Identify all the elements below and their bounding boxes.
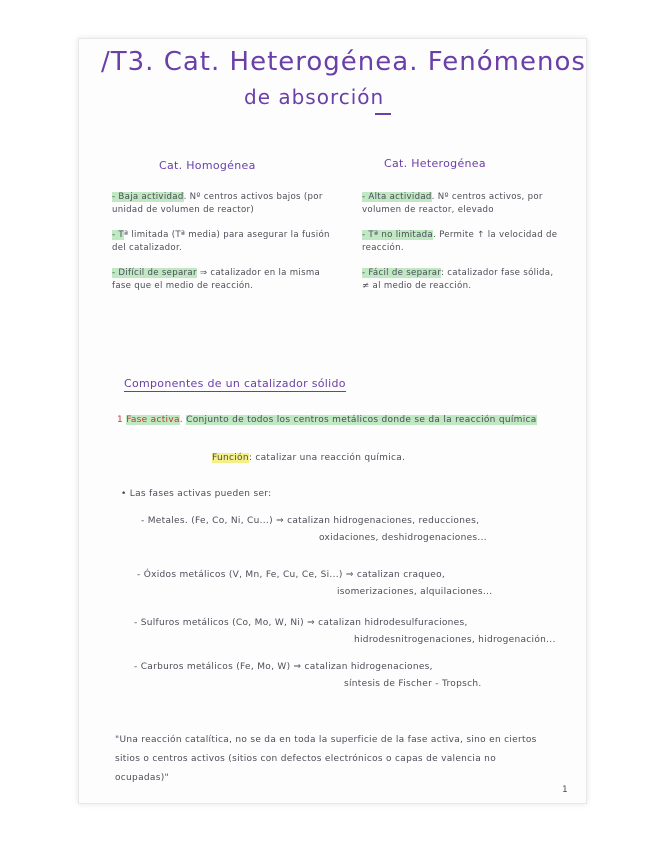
page-subtitle: de absorción: [244, 85, 385, 109]
heterogenea-list: [362, 191, 562, 305]
funcion-text: : catalizar una reacción química.: [248, 453, 406, 463]
type-line: - Óxidos metálicos (V, Mn, Fe, Cu, Ce, Si...) ⇒ catalizan craqueo,: [137, 570, 446, 580]
item-text: ª limitada (Tª media) para asegurar la fusión del catalizador.: [112, 230, 330, 253]
title-underline-mark: [375, 113, 391, 115]
highlight-text: - T: [112, 230, 124, 240]
page-title: /T3. Cat. Heterogénea. Fenómenos: [101, 47, 586, 77]
item-text: . Permite ↑ la velocidad de reacción.: [362, 230, 558, 253]
funcion-line: [212, 453, 405, 463]
highlight-text: - Fácil de separar: [362, 268, 442, 278]
column-heading-homogenea: Cat. Homogénea: [159, 159, 256, 172]
item-text: : catalizador fase sólida, ≠ al medio de reacción.: [362, 268, 554, 291]
highlight-text: - Tª no limitada: [362, 230, 433, 240]
notebook-page: [78, 38, 587, 804]
type-line: oxidaciones, deshidrogenaciones...: [319, 533, 487, 543]
fases-intro: • Las fases activas pueden ser:: [121, 489, 272, 499]
type-line: síntesis de Fischer - Tropsch.: [344, 679, 482, 689]
type-item-oxidos: [137, 567, 492, 601]
list-item: [112, 191, 332, 217]
type-line: isomerizaciones, alquilaciones...: [337, 587, 493, 597]
fase-activa-definition: 1 Fase activa. Conjunto de todos los centros metálicos donde se da la reacción química: [117, 415, 537, 425]
list-item: [362, 229, 562, 255]
list-item: [112, 267, 332, 293]
type-line: - Carburos metálicos (Fe, Mo, W) ⇒ catalizan hidrogenaciones,: [134, 662, 433, 672]
type-item-metales: [141, 513, 487, 547]
type-item-carburos: [134, 659, 481, 693]
funcion-label: Función: [212, 453, 249, 463]
highlight-text: - Alta actividad: [362, 192, 432, 202]
page-number: 1: [561, 785, 568, 795]
column-heading-heterogenea: Cat. Heterogénea: [384, 157, 486, 170]
definition-quote: "Una reacción catalítica, no se da en toda la superficie de la fase activa, sino en ciertos sitios o centros activos (sitios con defectos electrónicos o capas de valencia no ocupadas)": [115, 735, 537, 783]
item-number: 1: [117, 415, 124, 425]
type-item-sulfuros: [134, 615, 556, 649]
list-item: [112, 229, 332, 255]
highlight-text: - Difícil de separar: [112, 268, 197, 278]
list-item: [362, 267, 562, 293]
fase-activa-text: Conjunto de todos los centros metálicos donde se da la reacción química: [186, 415, 537, 425]
type-line: - Sulfuros metálicos (Co, Mo, W, Ni) ⇒ catalizan hidrodesulfuraciones,: [134, 618, 468, 628]
type-line: hidrodesnitrogenaciones, hidrogenación...: [354, 635, 556, 645]
highlight-text: - Baja actividad: [112, 192, 184, 202]
item-text: . Nº centros activos bajos (por unidad de volumen de reactor): [112, 192, 323, 215]
section-heading: Componentes de un catalizador sólido: [124, 377, 346, 390]
item-text: ⇒ catalizador en la misma fase que el medio de reacción.: [112, 268, 321, 291]
fase-activa-label: Fase activa: [126, 415, 180, 425]
list-item: [362, 191, 562, 217]
homogenea-list: [112, 191, 332, 305]
type-line: - Metales. (Fe, Co, Ni, Cu...) ⇒ catalizan hidrogenaciones, reducciones,: [141, 516, 480, 526]
item-text: . Nº centros activos, por volumen de reactor, elevado: [362, 192, 543, 215]
